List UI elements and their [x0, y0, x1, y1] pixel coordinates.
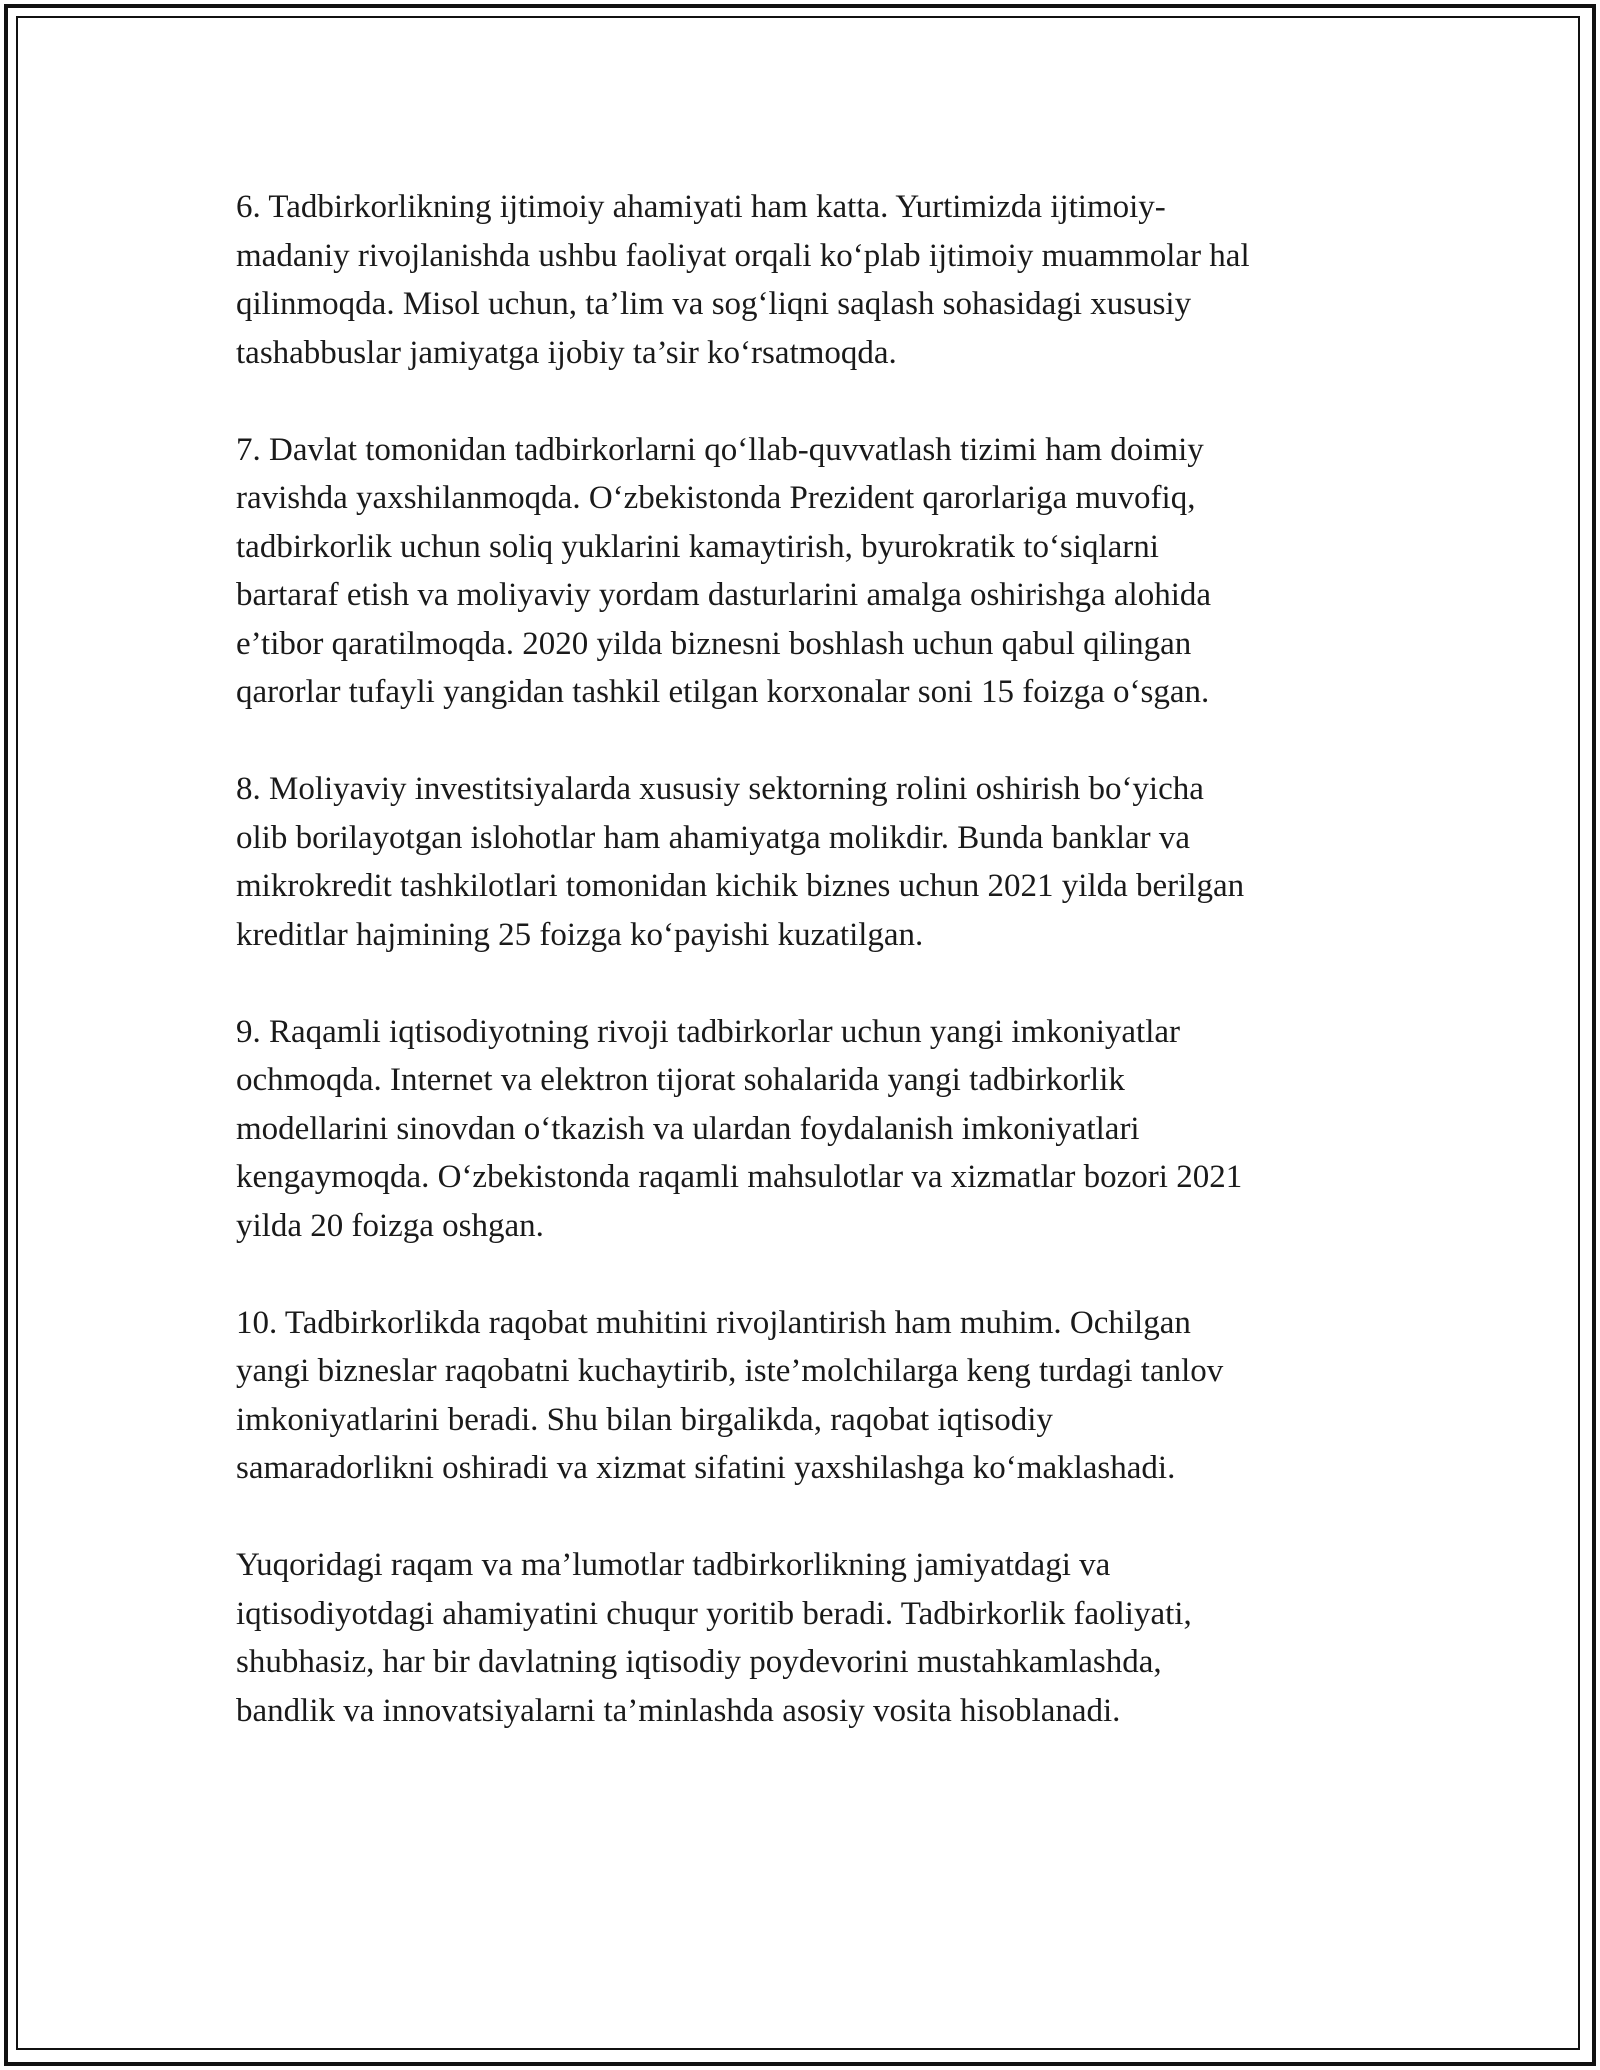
text-line: qilinmoqda. Misol uchun, ta’lim va sog‘liqni saqlash sohasidagi xususiy — [236, 286, 1192, 322]
text-line: Yuqoridagi raqam va ma’lumotlar tadbirkorlikning jamiyatdagi va — [236, 1547, 1111, 1583]
text-line: madaniy rivojlanishda ushbu faoliyat orqali ko‘plab ijtimoiy muammolar hal — [236, 237, 1250, 274]
text-line: kengaymoqda. O‘zbekistonda raqamli mahsulotlar va xizmatlar bozori 2021 — [236, 1159, 1243, 1195]
text-line: olib borilayotgan islohotlar ham ahamiyatga molikdir. Bunda banklar va — [236, 819, 1191, 856]
text-line: yilda 20 foizga oshgan. — [236, 1207, 544, 1244]
paragraph-7 — [236, 426, 1376, 717]
text-line: 10. Tadbirkorlikda raqobat muhitini rivojlantirish ham muhim. Ochilgan — [236, 1304, 1191, 1341]
text-line: samaradorlikni oshiradi va xizmat sifatini yaxshilashga ko‘maklashadi. — [236, 1450, 1176, 1486]
text-line: ravishda yaxshilanmoqda. O‘zbekistonda Prezident qarorlariga muvofiq, — [236, 480, 1196, 516]
document-body — [236, 183, 1376, 1784]
text-line: bartaraf etish va moliyaviy yordam dasturlarini amalga oshirishga alohida — [236, 577, 1212, 613]
text-line: iqtisodiyotdagi ahamiyatini chuqur yoritib beradi. Tadbirkorlik faoliyati, — [236, 1595, 1192, 1632]
paragraph-6 — [236, 183, 1376, 377]
text-line: modellarini sinovdan o‘tkazish va ulardan foydalanish imkoniyatlari — [236, 1110, 1140, 1147]
text-line: 9. Raqamli iqtisodiyotning rivoji tadbirkorlar uchun yangi imkoniyatlar — [236, 1013, 1181, 1050]
paragraph-8 — [236, 765, 1376, 959]
text-line: yangi bizneslar raqobatni kuchaytirib, iste’molchilarga keng turdagi tanlov — [236, 1353, 1224, 1389]
paragraph-9 — [236, 1008, 1376, 1251]
text-line: bandlik va innovatsiyalarni ta’minlashda asosiy vosita hisoblanadi. — [236, 1692, 1121, 1729]
text-line: ochmoqda. Internet va elektron tijorat sohalarida yangi tadbirkorlik — [236, 1062, 1125, 1098]
text-line: qarorlar tufayli yangidan tashkil etilgan korxonalar soni 15 foizga o‘sgan. — [236, 674, 1210, 710]
text-line: tashabbuslar jamiyatga ijobiy ta’sir ko‘rsatmoqda. — [236, 334, 897, 371]
text-line: mikrokredit tashkilotlari tomonidan kichik biznes uchun 2021 yilda berilgan — [236, 868, 1245, 904]
text-line: kreditlar hajmining 25 foizga ko‘payishi kuzatilgan. — [236, 916, 924, 953]
text-line: 6. Tadbirkorlikning ijtimoiy ahamiyati ham katta. Yurtimizda ijtimoiy- — [236, 189, 1166, 225]
paragraph-10 — [236, 1299, 1376, 1493]
text-line: tadbirkorlik uchun soliq yuklarini kamaytirish, byurokratik to‘siqlarni — [236, 528, 1159, 565]
text-line: 8. Moliyaviy investitsiyalarda xususiy sektorning rolini oshirish bo‘yicha — [236, 771, 1204, 807]
text-line: 7. Davlat tomonidan tadbirkorlarni qo‘llab-quvvatlash tizimi ham doimiy — [236, 431, 1204, 468]
paragraph-conclusion — [236, 1541, 1376, 1735]
text-line: shubhasiz, har bir davlatning iqtisodiy poydevorini mustahkamlashda, — [236, 1644, 1162, 1680]
text-line: imkoniyatlarini beradi. Shu bilan birgalikda, raqobat iqtisodiy — [236, 1401, 1053, 1438]
text-line: e’tibor qaratilmoqda. 2020 yilda biznesni boshlash uchun qabul qilingan — [236, 625, 1192, 662]
